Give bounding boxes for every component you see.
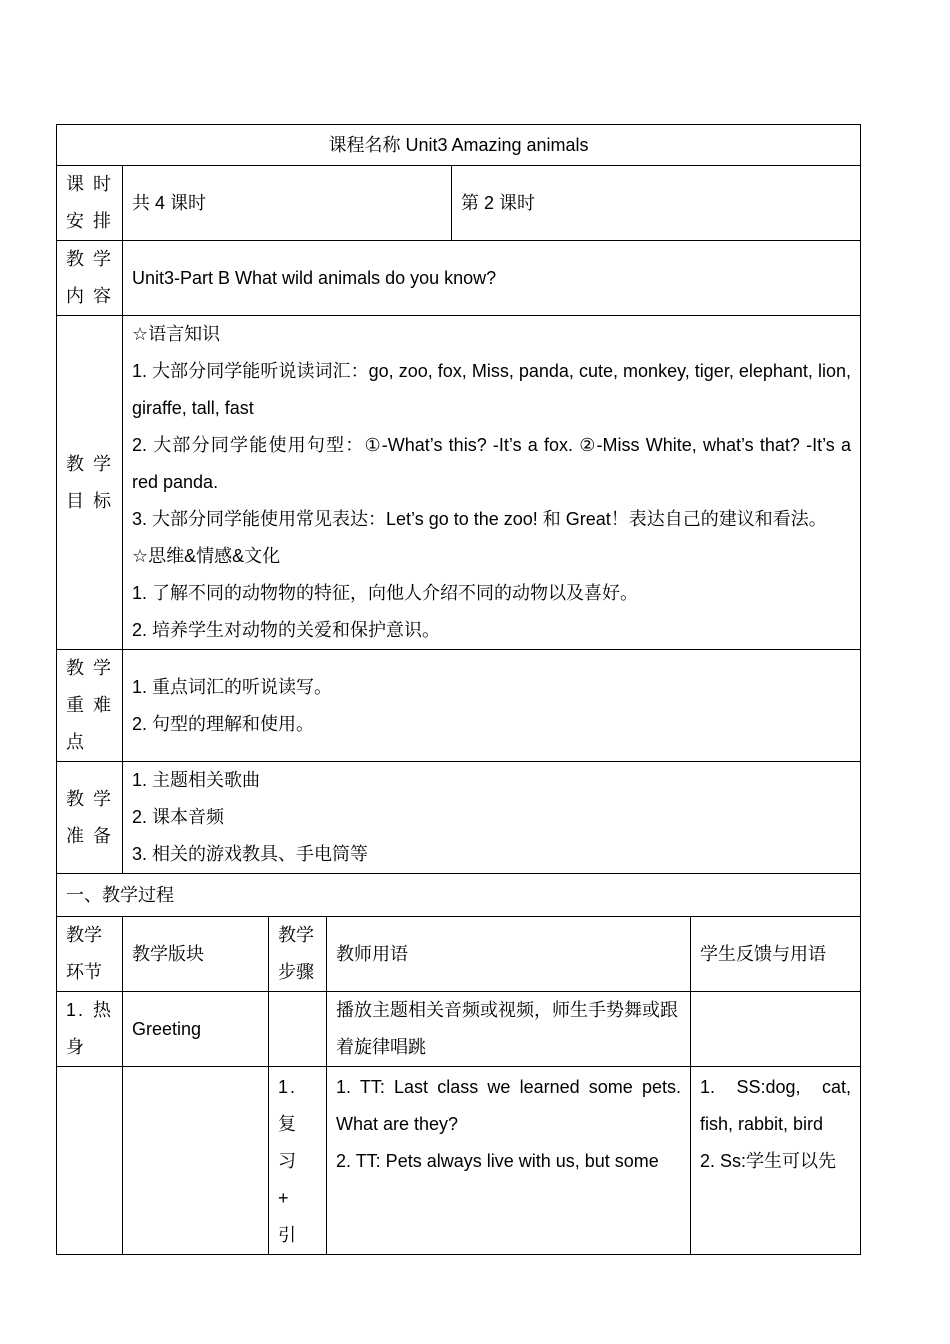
process-heading: 一、教学过程 (57, 874, 861, 917)
lesson-plan (56, 124, 860, 1255)
review-student-line-2: 2. Ss:学生可以先 (700, 1151, 837, 1171)
col-header-teacher: 教师用语 (327, 917, 691, 992)
warmup-module: Greeting (123, 992, 269, 1067)
course-title: 课程名称 Unit3 Amazing animals (57, 125, 861, 166)
review-module (123, 1067, 269, 1255)
warmup-step (269, 992, 327, 1067)
warmup-teacher: 播放主题相关音频或视频，师生手势舞或跟着旋律唱跳 (327, 992, 691, 1067)
preparation-item-1: 1. 主题相关歌曲 (132, 770, 261, 790)
col-header-step: 教学步骤 (269, 917, 327, 992)
objectives-section-thinking: ☆思维&情感&文化 (132, 546, 281, 566)
warmup-student (691, 992, 861, 1067)
objectives-item-4: 1. 了解不同的动物物的特征，向他人介绍不同的动物以及喜好。 (132, 583, 639, 603)
preparation-cell (123, 762, 861, 874)
review-student-line-1: 1. SS:dog, cat, fish, rabbit, bird (700, 1077, 851, 1134)
review-stage (57, 1067, 123, 1255)
col-header-module: 教学版块 (123, 917, 269, 992)
schedule-label: 课 时 安排 (57, 166, 123, 241)
objectives-section-language: ☆语言知识 (132, 324, 221, 344)
difficulties-item-2: 2. 句型的理解和使用。 (132, 713, 315, 734)
objectives-cell (123, 316, 861, 650)
difficulties-cell (123, 650, 861, 762)
objectives-item-5: 2. 培养学生对动物的关爱和保护意识。 (132, 620, 441, 640)
preparation-item-3: 3. 相关的游戏教具、手电筒等 (132, 844, 369, 864)
difficulties-item-1: 1. 重点词汇的听说读写。 (132, 676, 333, 697)
schedule-current: 第 2 课时 (452, 166, 861, 241)
lesson-plan-table (56, 124, 861, 1255)
preparation-label: 教 学 准备 (57, 762, 123, 874)
objectives-item-2: 2. 大部分同学能使用句型：①-What’s this? -It’s a fox. ②-Miss White, what’s that? -It’s a red panda. (132, 435, 851, 492)
warmup-stage: 1. 热身 (57, 992, 123, 1067)
col-header-student: 学生反馈与用语 (691, 917, 861, 992)
col-header-stage: 教学环节 (57, 917, 123, 992)
objectives-item-1: 1. 大部分同学能听说读词汇：go, zoo, fox, Miss, panda, cute, monkey, tiger, elephant, lion, giraffe, tall, fast (132, 361, 851, 418)
review-student (691, 1067, 861, 1255)
difficulties-label: 教 学 重 难 点 (57, 650, 123, 762)
review-teacher-line-2: 2. TT: Pets always live with us, but some (336, 1151, 659, 1171)
objectives-label: 教 学 目标 (57, 316, 123, 650)
content-label: 教 学 内容 (57, 241, 123, 316)
preparation-item-2: 2. 课本音频 (132, 807, 225, 827)
schedule-total: 共 4 课时 (123, 166, 452, 241)
objectives-item-3: 3. 大部分同学能使用常见表达：Let’s go to the zoo! 和 Great！表达自己的建议和看法。 (132, 509, 827, 529)
review-teacher-line-1: 1. TT: Last class we learned some pets. What are they? (336, 1077, 681, 1134)
review-step: 1. 复习 + 引 (269, 1067, 327, 1255)
content-text: Unit3-Part B What wild animals do you know? (123, 241, 861, 316)
review-teacher (327, 1067, 691, 1255)
